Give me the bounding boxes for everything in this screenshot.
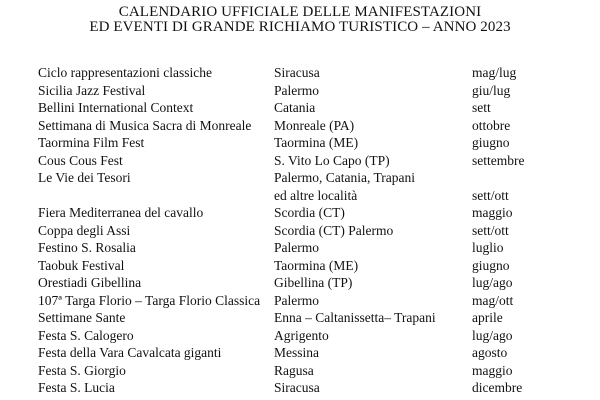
event-row [38, 379, 598, 397]
event-date: giugno [472, 257, 510, 273]
event-date: luglio [472, 240, 504, 255]
event-place: Catania [274, 100, 316, 115]
event-name: Fiera Mediterranea del cavallo [38, 205, 204, 220]
event-row [38, 152, 598, 170]
event-date: giugno [472, 135, 510, 150]
event-place: Scordia (CT) Palermo [274, 222, 394, 238]
event-place-line-1: Palermo, Catania, Trapani [274, 170, 415, 185]
event-date: giu/lug [472, 82, 511, 98]
event-date: sett/ott [472, 187, 509, 203]
event-row [38, 292, 598, 310]
event-name: Taobuk Festival [38, 257, 125, 273]
event-place: Ragusa [274, 362, 314, 378]
event-place: Enna – Caltanissetta– Trapani [274, 310, 436, 325]
event-row [38, 64, 598, 82]
event-date: ottobre [472, 117, 511, 133]
event-name: Orestiadi Gibellina [38, 275, 142, 290]
event-date: maggio [472, 362, 513, 378]
event-name: Taormina Film Fest [38, 135, 145, 150]
event-name: Settimane Sante [38, 310, 126, 325]
document-title-line-2: ED EVENTI DI GRANDE RICHIAMO TURISTICO – ANNO 2023 [89, 19, 511, 35]
event-name: 107ª Targa Florio – Targa Florio Classica [38, 292, 261, 308]
event-date: aprile [472, 310, 503, 325]
event-place: Palermo [274, 292, 319, 308]
event-name: Festino S. Rosalia [38, 240, 136, 255]
event-name: Festa della Vara Cavalcata giganti [38, 345, 222, 360]
event-place: Palermo [274, 82, 319, 98]
event-place: Palermo [274, 240, 319, 255]
event-place: Monreale (PA) [274, 117, 355, 133]
event-row [38, 309, 598, 327]
event-name: Festa S. Giorgio [38, 362, 126, 378]
event-date: lug/ago [472, 275, 513, 290]
event-name: Coppa degli Assi [38, 222, 131, 238]
event-row [38, 257, 598, 275]
event-name: Festa S. Calogero [38, 327, 134, 343]
event-name: Ciclo rappresentazioni classiche [38, 65, 212, 80]
event-row [38, 362, 598, 380]
event-row [38, 239, 598, 257]
event-name: Bellini International Context [38, 100, 194, 115]
events-list [38, 64, 598, 397]
event-row [38, 274, 598, 292]
event-name: Settimana di Musica Sacra di Monreale [38, 117, 252, 133]
event-place: Siracusa [274, 65, 320, 80]
event-place-line-2: ed altre località [274, 187, 358, 203]
event-row [38, 117, 598, 135]
event-place: Taormina (ME) [274, 135, 359, 150]
event-row [38, 82, 598, 100]
event-date: maggio [472, 205, 513, 220]
event-date: sett [472, 100, 491, 115]
event-row [38, 134, 598, 152]
event-place: Messina [274, 345, 319, 360]
event-place: Gibellina (TP) [274, 275, 353, 290]
event-name: Sicilia Jazz Festival [38, 82, 146, 98]
event-place: Agrigento [274, 327, 329, 343]
document-title-line-1: CALENDARIO UFFICIALE DELLE MANIFESTAZIONI [118, 4, 482, 20]
event-row [38, 222, 598, 240]
event-name: Festa S. Lucia [38, 380, 115, 395]
event-date: dicembre [472, 380, 523, 395]
event-date: mag/lug [472, 65, 517, 80]
event-row [38, 169, 598, 204]
event-place: Taormina (ME) [274, 257, 359, 273]
event-place [274, 169, 415, 204]
event-place: S. Vito Lo Capo (TP) [274, 152, 390, 168]
event-date: lug/ago [472, 327, 513, 343]
event-row [38, 99, 598, 117]
event-date: mag/ott [472, 292, 514, 308]
event-row [38, 344, 598, 362]
event-row [38, 204, 598, 222]
event-date: agosto [472, 345, 508, 360]
event-place: Siracusa [274, 380, 320, 395]
event-name: Cous Cous Fest [38, 152, 123, 168]
event-date: sett/ott [472, 222, 509, 238]
event-date: settembre [472, 152, 525, 168]
event-place: Scordia (CT) [274, 205, 345, 220]
event-row [38, 327, 598, 345]
event-name: Le Vie dei Tesori [38, 170, 131, 185]
